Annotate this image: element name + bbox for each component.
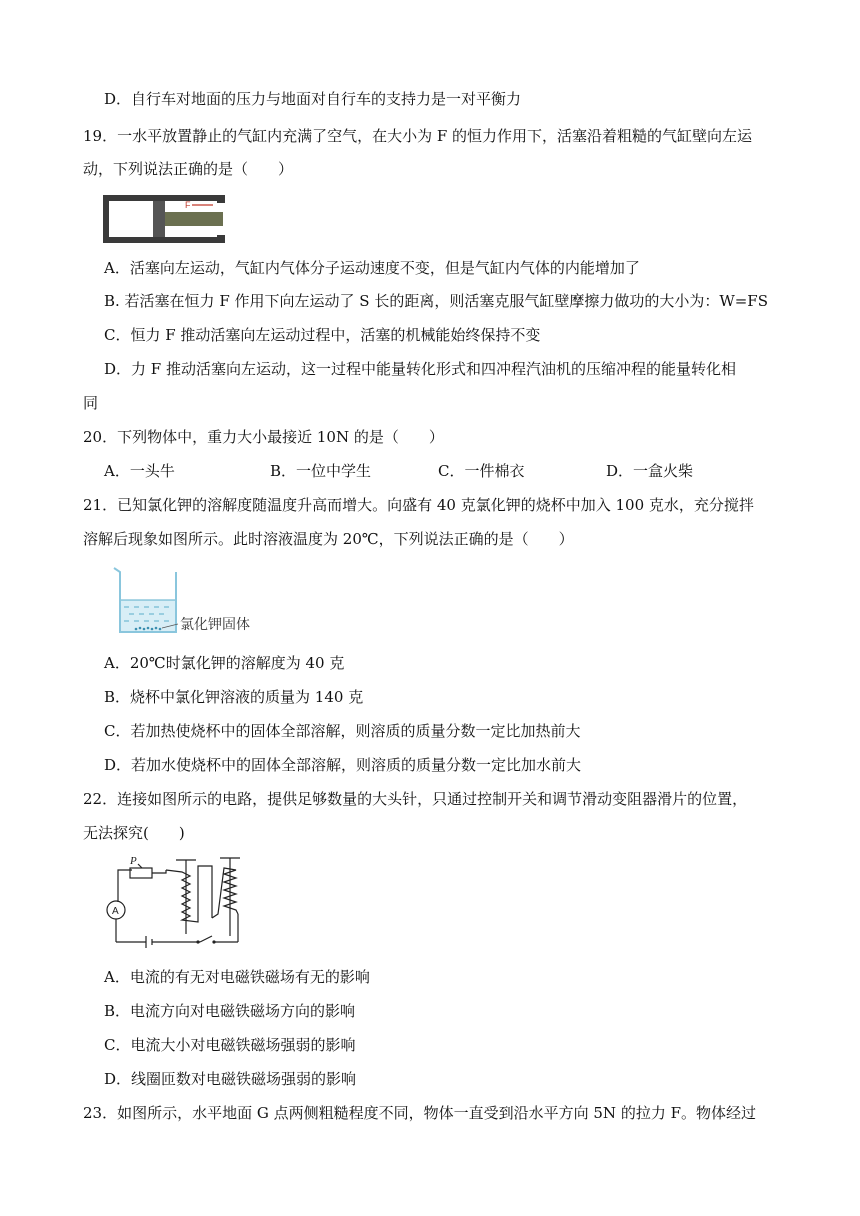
question-20-option-c: C．一件棉衣 — [438, 462, 525, 480]
electromagnet-circuit-figure — [102, 856, 254, 948]
question-20-stem: 20．下列物体中，重力大小最接近 10N 的是（ ） — [83, 428, 444, 446]
question-21-option-d: D．若加水使烧杯中的固体全部溶解，则溶质的质量分数一定比加水前大 — [104, 756, 582, 774]
cylinder-piston-figure — [101, 193, 225, 245]
slider-label: P — [130, 856, 137, 867]
question-19-option-b: B. 若活塞在恒力 F 作用下向左运动了 S 长的距离，则活塞克服气缸壁摩擦力做功的大小为：W=FS — [104, 292, 768, 310]
question-19-stem-cont: 动，下列说法正确的是（ ） — [83, 160, 294, 178]
force-label: F — [185, 200, 191, 210]
question-21-option-a: A．20℃时氯化钾的溶解度为 40 克 — [104, 654, 345, 672]
question-20-option-b: B．一位中学生 — [270, 462, 372, 480]
question-19-option-d-cont: 同 — [83, 394, 99, 412]
question-22-option-c: C．电流大小对电磁铁磁场强弱的影响 — [104, 1036, 356, 1054]
question-23-stem: 23．如图所示，水平地面 G 点两侧粗糙程度不同，物体一直受到沿水平方向 5N 的拉力 F。物体经过 — [83, 1104, 756, 1122]
question-19-option-d: D．力 F 推动活塞向左运动，这一过程中能量转化形式和四冲程汽油机的压缩冲程的能量转化相 — [104, 360, 736, 378]
question-19-option-c: C．恒力 F 推动活塞向左运动过程中，活塞的机械能始终保持不变 — [104, 326, 541, 344]
question-21-option-c: C．若加热使烧杯中的固体全部溶解，则溶质的质量分数一定比加热前大 — [104, 722, 581, 740]
question-22-stem-cont: 无法探究( ) — [83, 824, 185, 842]
question-22-stem: 22．连接如图所示的电路，提供足够数量的大头针，只通过控制开关和调节滑动变阻器滑片的位置， — [83, 790, 748, 808]
question-21-option-b: B．烧杯中氯化钾溶液的质量为 140 克 — [104, 688, 364, 706]
question-20-option-d: D．一盒火柴 — [606, 462, 694, 480]
question-21-stem-cont: 溶解后现象如图所示。此时溶液温度为 20℃，下列说法正确的是（ ） — [83, 530, 574, 548]
question-20-options — [104, 460, 764, 482]
beaker-label: 氯化钾固体 — [180, 617, 250, 633]
question-21-stem: 21．已知氯化钾的溶解度随温度升高而增大。向盛有 40 克氯化钾的烧杯中加入 100 克水，充分搅拌 — [83, 496, 754, 514]
question-22-option-d: D．线圈匝数对电磁铁磁场强弱的影响 — [104, 1070, 357, 1088]
question-22-option-a: A．电流的有无对电磁铁磁场有无的影响 — [104, 968, 370, 986]
beaker-figure — [110, 564, 270, 638]
question-22-option-b: B．电流方向对电磁铁磁场方向的影响 — [104, 1002, 356, 1020]
option-text: D．自行车对地面的压力与地面对自行车的支持力是一对平衡力 — [104, 90, 522, 108]
question-19-stem: 19．一水平放置静止的气缸内充满了空气，在大小为 F 的恒力作用下，活塞沿着粗糙的气缸壁向左运 — [83, 127, 753, 145]
ammeter-label: A — [112, 906, 119, 917]
question-19-option-a: A．活塞向左运动，气缸内气体分子运动速度不变，但是气缸内气体的内能增加了 — [104, 259, 640, 277]
question-20-option-a: A．一头牛 — [104, 462, 175, 480]
